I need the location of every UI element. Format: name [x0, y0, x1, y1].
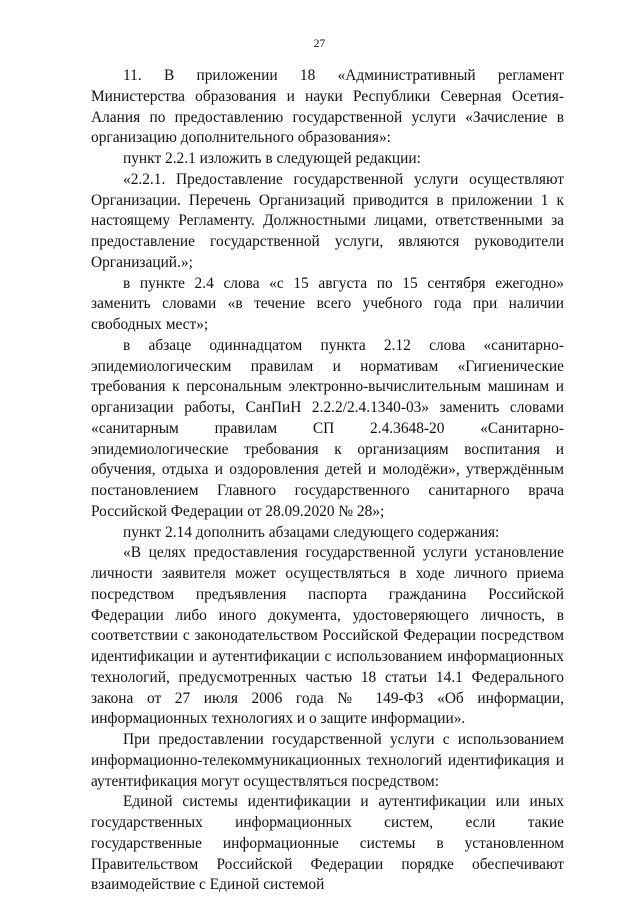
paragraph-clause-2-2-1-intro: пункт 2.2.1 изложить в следующей редакции: [123, 150, 421, 167]
paragraph-clause-2-2-1-text: «2.2.1. Предоставление государственной услуги осуществляют Организации. Перечень Организаций приводится в приложении 1 к настоящему Регламенту. Должностными лицами, ответственными за предоставление государственной услуги, являются руководители Организаций.»; [91, 170, 564, 271]
document-body [91, 66, 564, 896]
paragraph-clause-2-14-intro: пункт 2.14 дополнить абзацами следующего содержания: [123, 523, 500, 541]
paragraph-unified-system: Единой системы идентификации и аутентификации или иных государственных информационных систем, если такие государственные информационные системы в установленном Правительством Российской Федерации порядке обеспечивают взаимодействие с Единой системой [91, 793, 564, 894]
paragraph-clause-2-4: в пункте 2.4 слова «с 15 августа по 15 сентября ежегодно» заменить словами «в течение всего учебного года при наличии свободных мест»; [91, 274, 564, 333]
paragraph-identity-establishment: «В целях предоставления государственной услуги установление личности заявителя может осуществляться в ходе личного приема посредством предъявления паспорта гражданина Российской Федерации либо иного документа, удостоверяющего личность, в соответствии с законодательством Российской Федерации посредством идентификации и аутентификации с использованием информационных технологий, предусмотренных частью 18 статьи 14.1 Федерального закона от 27 июля 2006 года № 149-ФЗ «Об информации, информационных технологиях и о защите информации». [91, 544, 564, 728]
paragraph-ict-identification: При предоставлении государственной услуги с использованием информационно-телекоммуникационных технологий идентификация и аутентификация могут осуществляться посредством: [91, 731, 564, 790]
page-number: 27 [313, 38, 326, 50]
paragraph-item-11: 11. В приложении 18 «Административный регламент Министерства образования и науки Республики Северная Осетия-Алания по предоставлению государственной услуги «Зачисление в организацию дополнительного образования»: [91, 67, 564, 147]
paragraph-clause-2-12: в абзаце одиннадцатом пункта 2.12 слова «санитарно-эпидемиологическим правилам и нормативам «Гигиенические требования к персональным электронно-вычислительным машинам и организации работы, СанПиН 2.2.2/2.4.1340-03» заменить словами «санитарным правилам СП 2.4.3648-20 «Санитарно-эпидемиологические требования к организациям воспитания и обучения, отдыха и оздоровления детей и молодёжи», утверждённым постановлением Главного государственного санитарного врача Российской Федерации от 28.09.2020 № 28»; [91, 336, 564, 520]
